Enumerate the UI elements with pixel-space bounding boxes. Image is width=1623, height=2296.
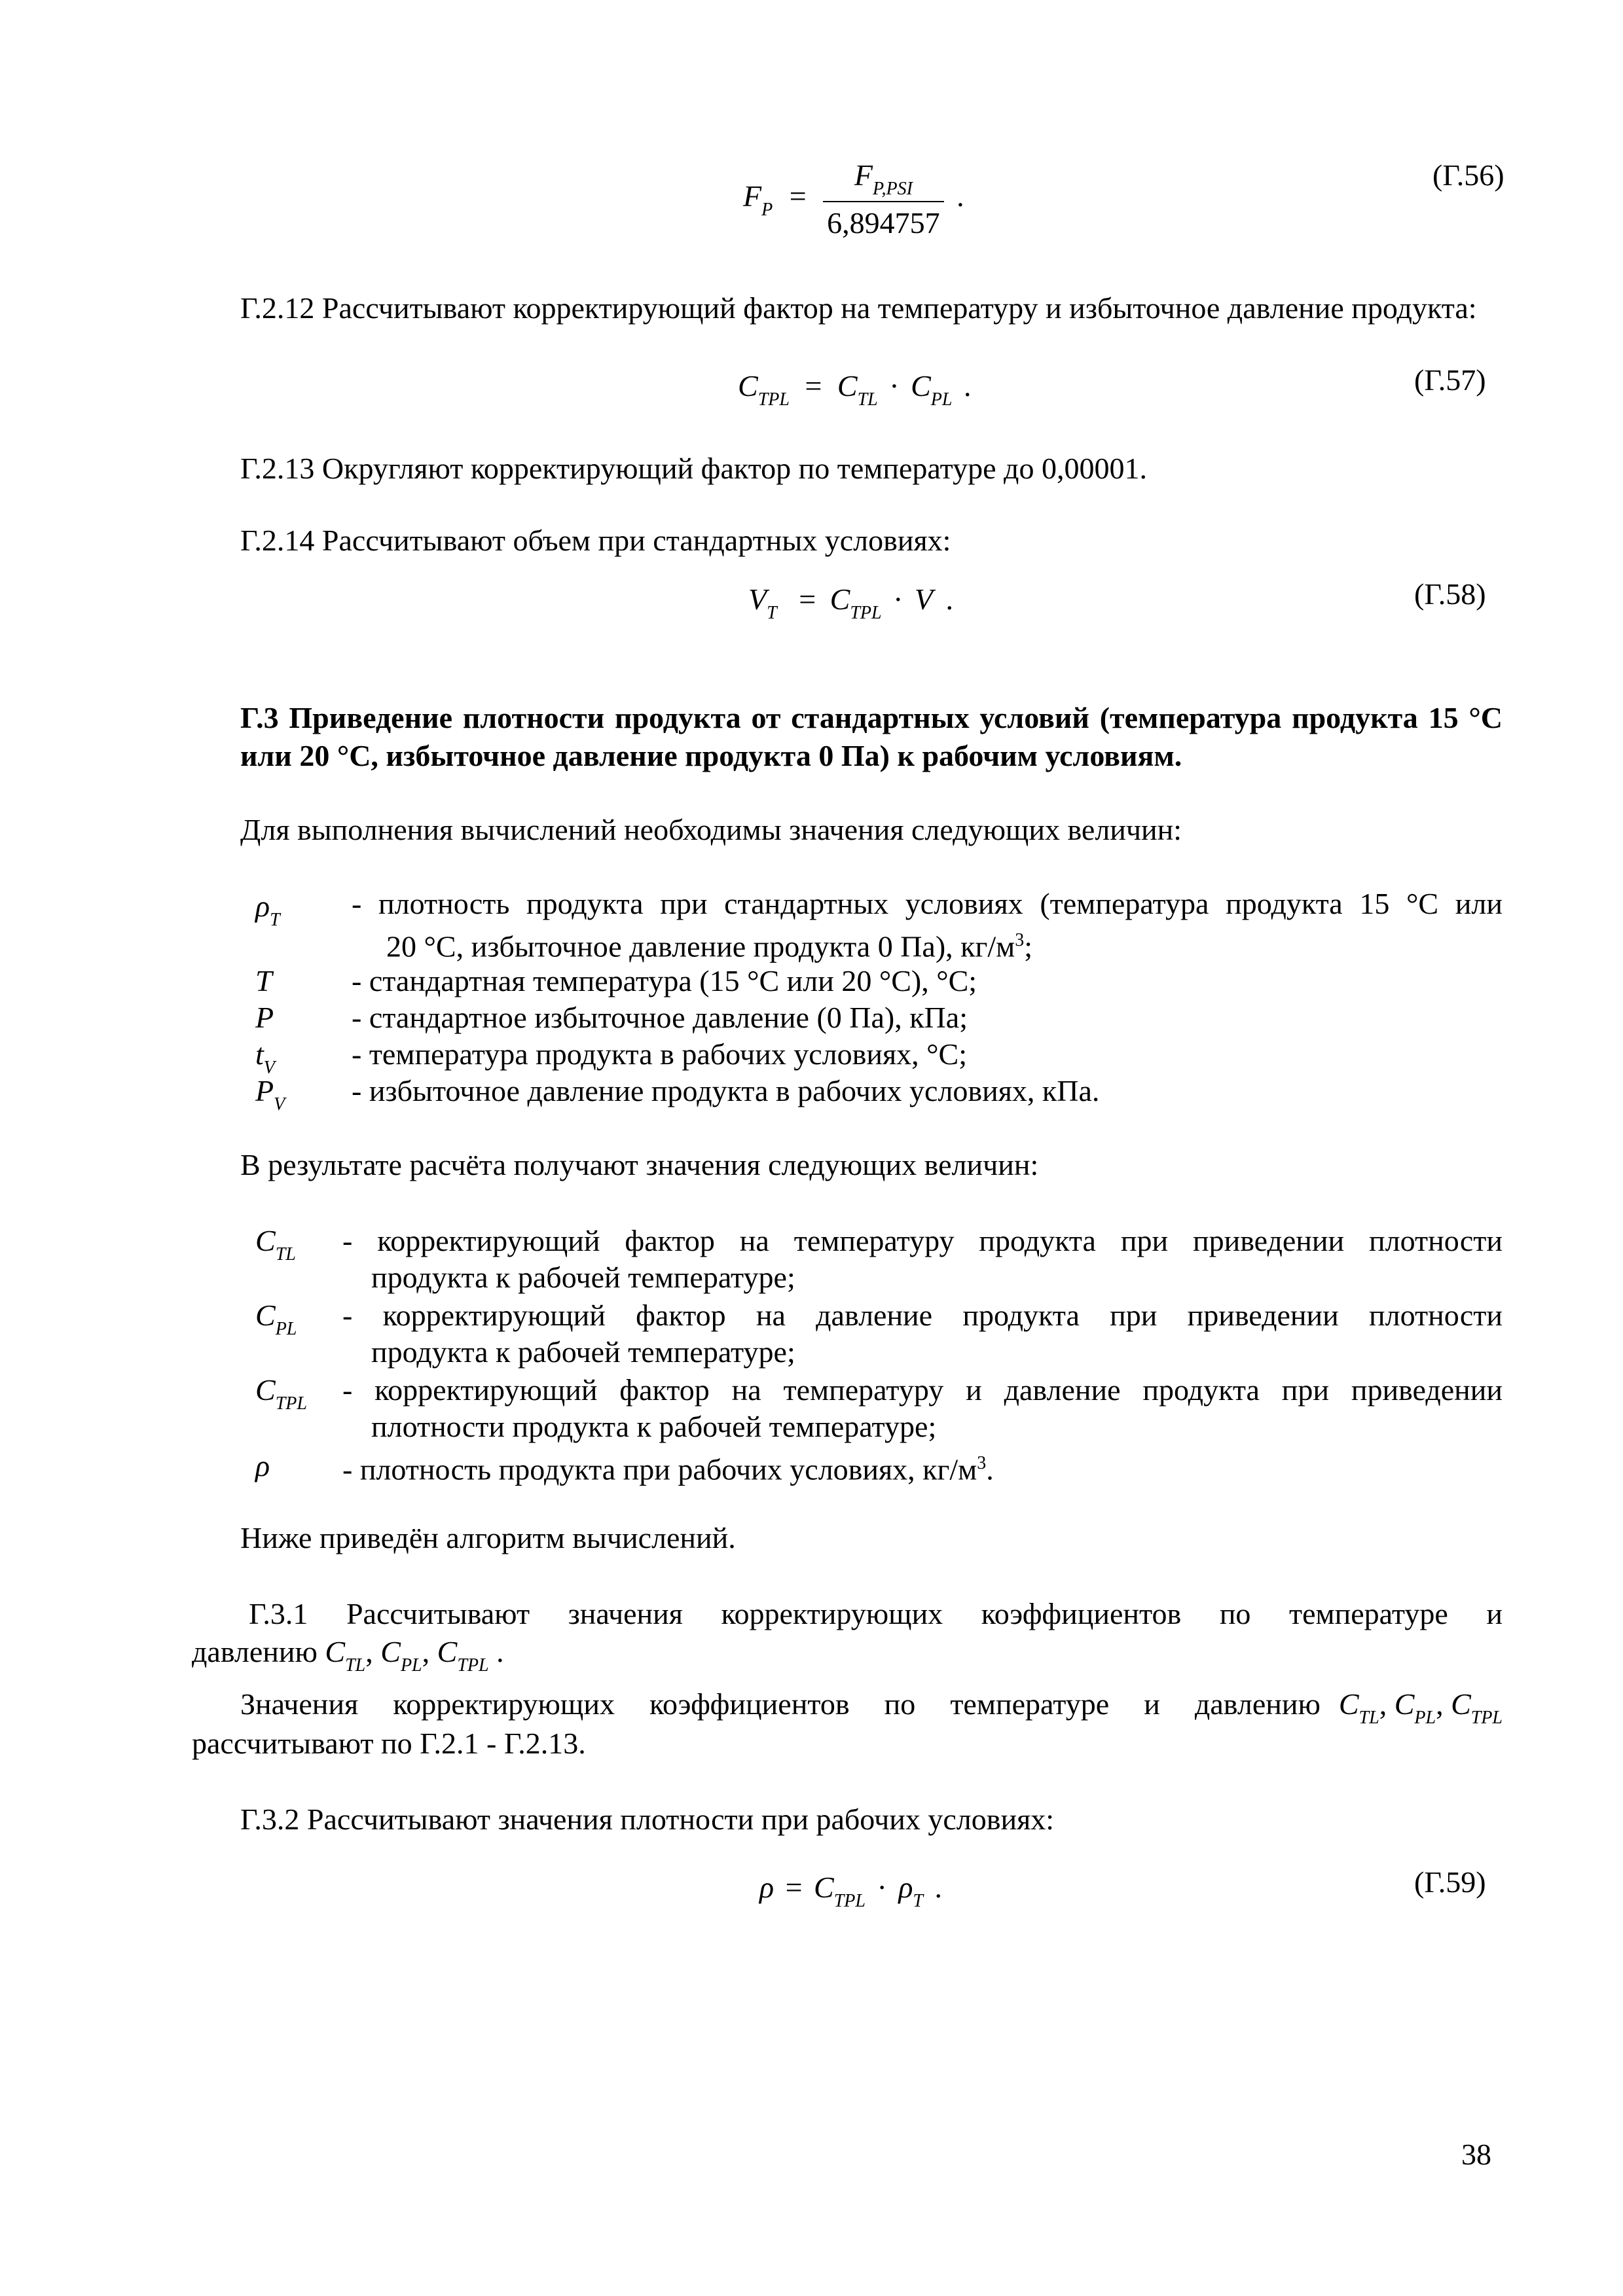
output-desc-rho: - плотность продукта при рабочих условиях, $кг/м^3$. [342, 1452, 994, 1486]
eq57-ctl: C [837, 369, 858, 403]
paragraph-g2-14: Г.2.14 Рассчитывают объем при стандартных условиях: [240, 524, 951, 557]
equation-g57: $C_{TPL} = C_{TL} \cdot C_{PL}$ . [738, 369, 972, 410]
eq57-ctpl: C [738, 369, 758, 403]
equation-g58: $V_T = C_{TPL} \cdot V$ . [748, 583, 954, 623]
paragraph-g3-1b-line1: Значения корректирующих коэффициентов по температуре и давлению $C_{TL}$, $C_{PL}$, $C_{TPL}$ [240, 1687, 1503, 1728]
eq56-lhs-sub: P [761, 200, 773, 221]
paragraph-g3-2: Г.3.2 Рассчитывают значения плотности при рабочих условиях: [240, 1803, 1055, 1836]
inputs-intro: Для выполнения вычислений необходимы значения следующих величин: [240, 813, 1182, 846]
paragraph-g2-13: Г.2.13 Округляют корректирующий фактор по температуре до 0,00001. [240, 452, 1147, 485]
equation-g56: $F_P$ = $\frac{F_{P,PSI}}{6,894757}$ . [743, 157, 964, 242]
input-symbol-tv: $t_V$ [255, 1037, 275, 1078]
section-heading-g3: Г.3 Приведение плотности продукта от стандартных условий (температура продукта 15 °С или 20 °С, избыточное давление продукта 0 Па) к рабочим условиям. [240, 701, 1503, 772]
eq56-den: 6,894757 [827, 206, 940, 240]
eq59-rho-t: ρ [898, 1871, 913, 1904]
paragraph-g2-12: Г.2.12 Рассчитывают корректирующий фактор на температуру и избыточное давление продукта: [240, 291, 1477, 325]
output-desc-ctpl-cont: плотности продукта к рабочей температуре; [371, 1410, 937, 1443]
output-desc-ctl-cont: продукта к рабочей температуре; [371, 1261, 795, 1294]
outputs-intro: В результате расчёта получают значения следующих величин: [240, 1148, 1039, 1181]
eq56-number: (Г.56) [1432, 158, 1504, 192]
eq58-v: V [914, 583, 934, 616]
eq58-vt: V [748, 583, 767, 616]
output-symbol-ctl: $C_{TL}$ [255, 1224, 296, 1265]
input-symbol-rho-t: $\rho_T$ [255, 889, 280, 930]
eq56-tail: . [957, 179, 964, 213]
eq57-number: (Г.57) [1414, 363, 1486, 397]
paragraph-g3-1b-line2: рассчитывают по Г.2.1 - Г.2.13. [192, 1727, 586, 1760]
eq58-number: (Г.58) [1414, 577, 1486, 611]
eq56-fraction [823, 157, 944, 242]
eq59-rho: ρ [759, 1871, 775, 1904]
algorithm-intro: Ниже приведён алгоритм вычислений. [240, 1521, 736, 1554]
eq59-ctpl: C [814, 1871, 834, 1904]
input-symbol-t: T [255, 964, 272, 997]
input-symbol-pv: $P_V$ [255, 1074, 285, 1115]
output-desc-ctpl: - корректирующий фактор на температуру и давление продукта при приведении [342, 1373, 1503, 1407]
eq56-num: F [854, 158, 873, 192]
eq56-lhs: F [743, 179, 762, 213]
page-number: 38 [1461, 2138, 1491, 2171]
paragraph-g3-1-line1: Г.3.1 Рассчитывают значения корректирующих коэффициентов по температуре и [249, 1597, 1503, 1630]
input-desc-rho-t: - плотность продукта при стандартных условиях (температура продукта 15 °С или [352, 887, 1503, 920]
eq56-num-sub: P,PSI [873, 179, 913, 199]
output-desc-ctl: - корректирующий фактор на температуру продукта при приведении плотности [342, 1224, 1503, 1257]
input-desc-rho-t-cont: 20 °С, избыточное давление продукта 0 Па), $кг/м^3$; [386, 929, 1033, 963]
eq57-cpl: C [911, 369, 931, 403]
output-symbol-cpl: $C_{PL}$ [255, 1299, 297, 1339]
equation-g59: $\rho = C_{TPL} \cdot \rho_T$ . [759, 1871, 942, 1911]
input-desc-pv: - избыточное давление продукта в рабочих условиях, кПа. [352, 1074, 1100, 1107]
output-symbol-rho: ρ [255, 1449, 270, 1482]
input-desc-tv: - температура продукта в рабочих условиях, °С; [352, 1037, 967, 1071]
paragraph-g3-1-line2: давлению $C_{TL}$, $C_{PL}$, $C_{TPL}$ . [192, 1635, 504, 1676]
eq58-ctpl: C [830, 583, 850, 616]
output-desc-cpl: - корректирующий фактор на давление продукта при приведении плотности [342, 1299, 1503, 1332]
input-desc-p: - стандартное избыточное давление (0 Па), кПа; [352, 1001, 968, 1034]
output-desc-cpl-cont: продукта к рабочей температуре; [371, 1335, 795, 1369]
eq59-number: (Г.59) [1414, 1865, 1486, 1899]
input-desc-t: - стандартная температура (15 °С или 20 °С), °С; [352, 964, 977, 997]
input-symbol-p: P [255, 1001, 274, 1034]
output-symbol-ctpl: $C_{TPL}$ [255, 1373, 307, 1414]
